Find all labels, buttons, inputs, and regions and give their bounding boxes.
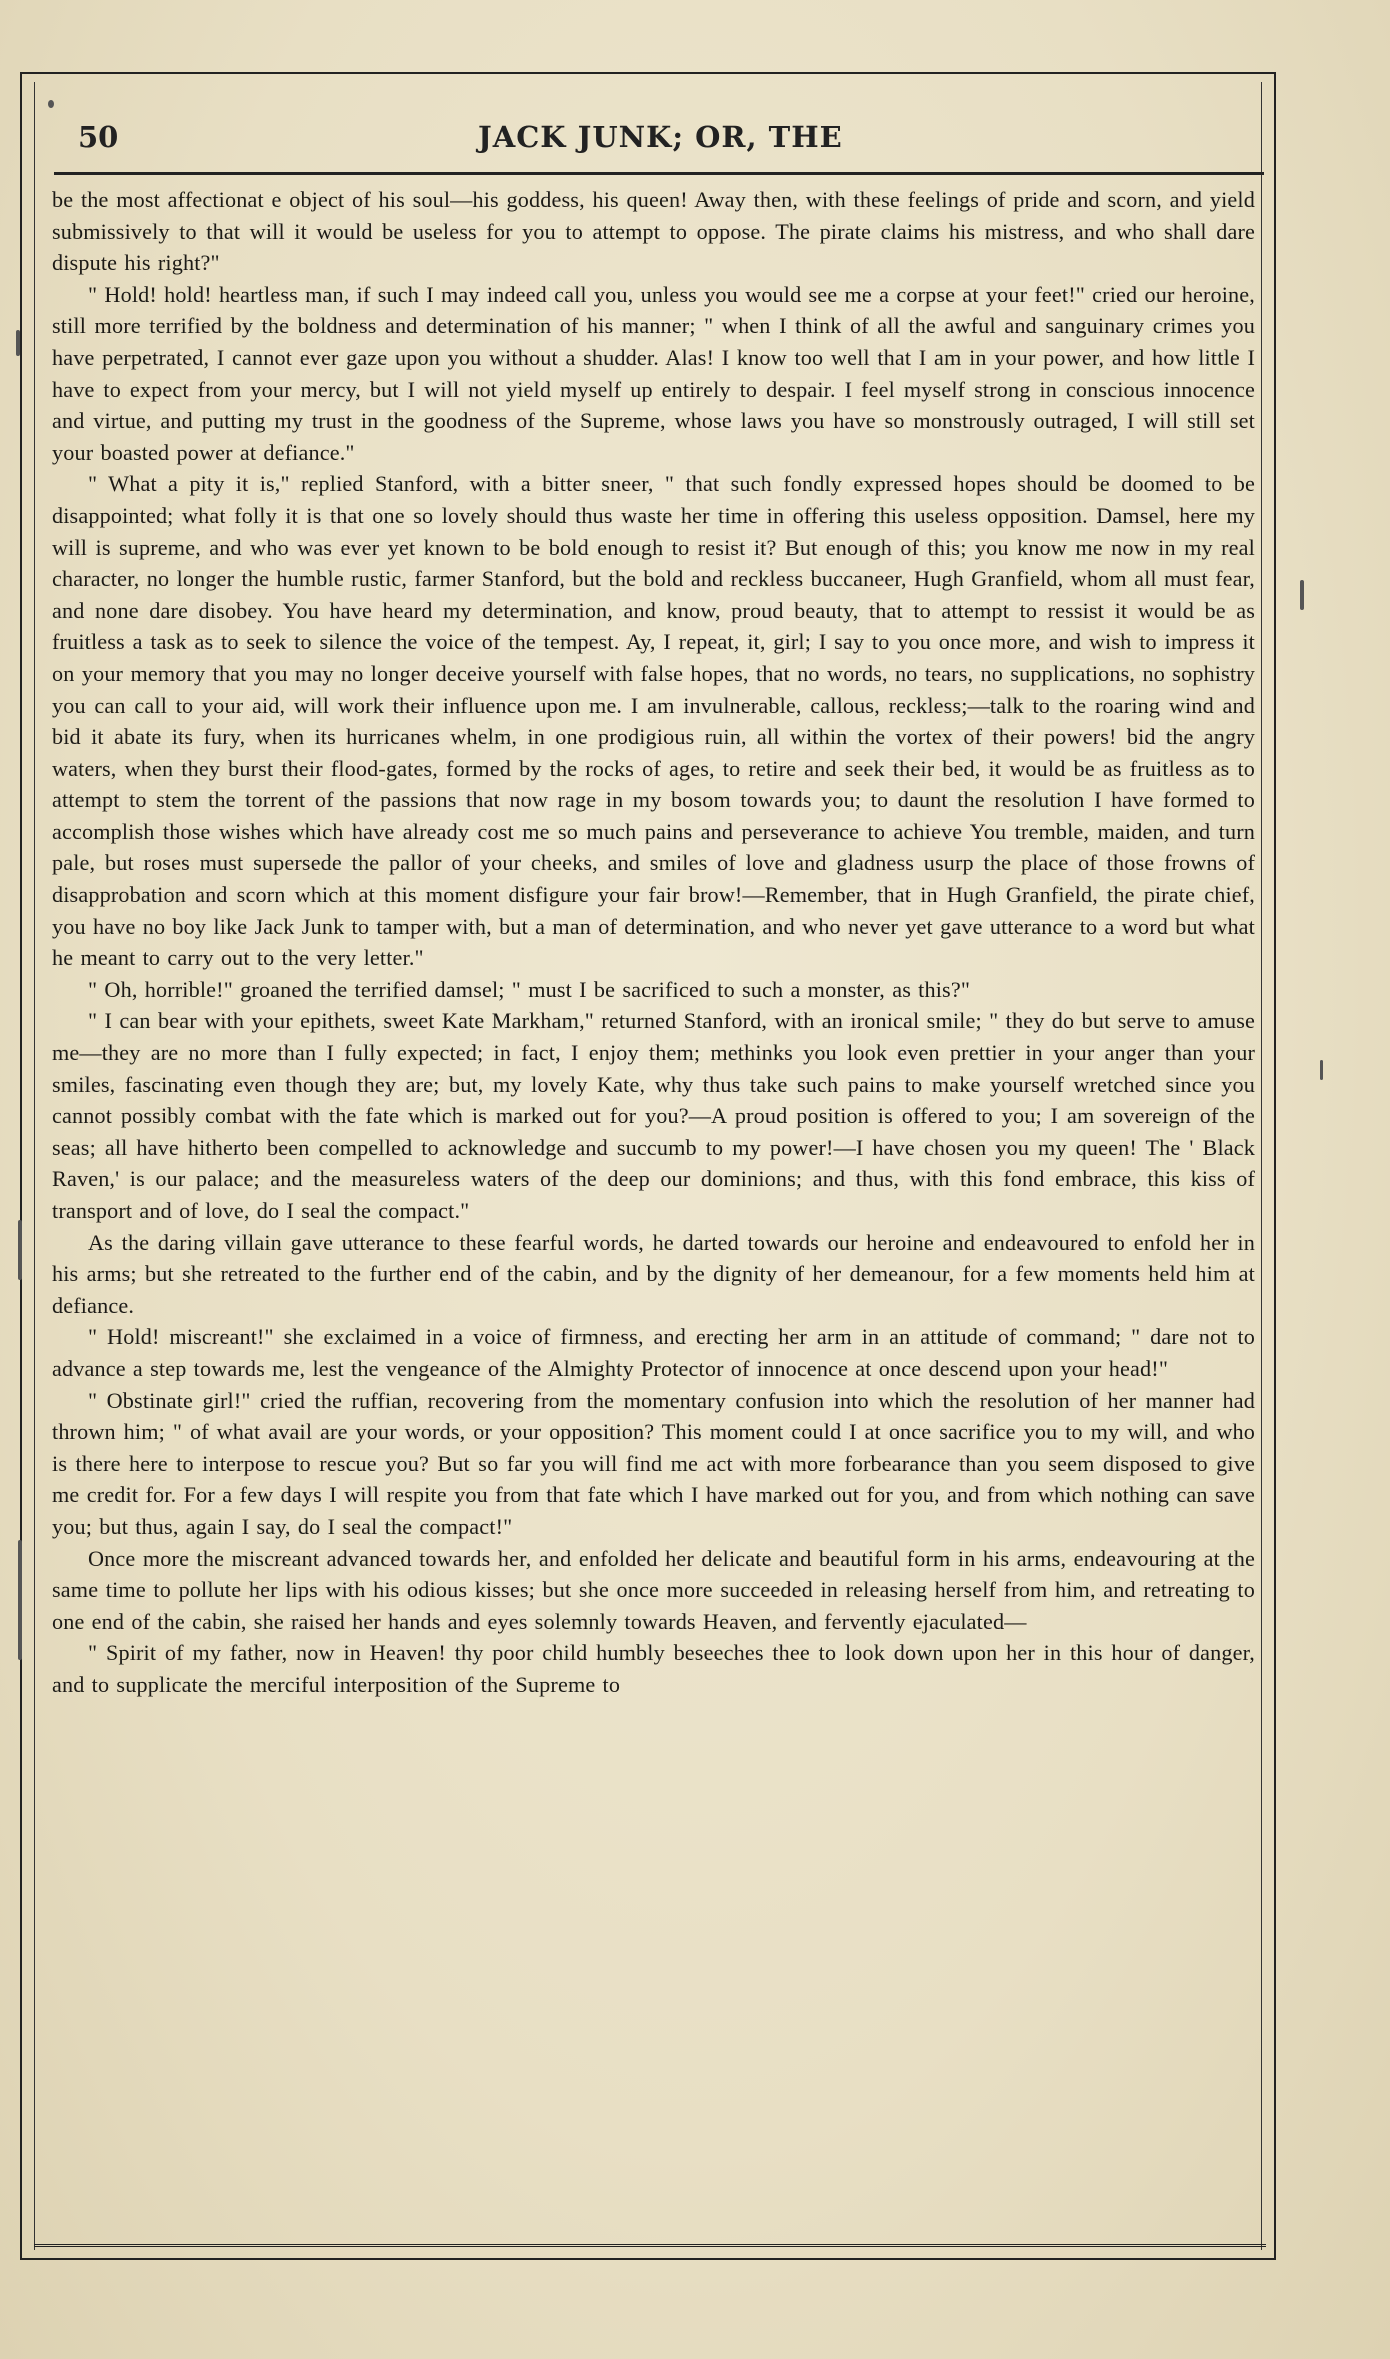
header-rule (54, 172, 1264, 175)
ink-speck (48, 100, 54, 108)
paragraph: " Obstinate girl!" cried the ruffian, recovering from the momentary confusion into which the resolution of her manner had thrown him; " of what avail are your words, or your opposition? This moment could I at once sacrifice you to my will, and who is there here to interpose to rescue you? But so far you will find me act with more forbearance than you seem disposed to give me credit for. For a few days I will respite you from that fate which I have marked out for you, and from which nothing can save you; but thus, again I say, do I seal the compact!" (52, 1387, 1255, 1539)
paragraph: " Hold! miscreant!" she exclaimed in a voice of firmness, and erecting her arm in an attitude of command; " dare not to advance a step towards me, lest the vengeance of the Almighty Protector of innocence at once descend upon your head!" (52, 1324, 1255, 1381)
paragraph: As the daring villain gave utterance to these fearful words, he darted towards our heroine and endeavoured to enfold her in his arms; but she retreated to the further end of the cabin, and by the dignity of her demeanour, for a few moments held him at defiance. (52, 1229, 1255, 1318)
ink-speck (18, 1540, 22, 1660)
bottom-rule (34, 2244, 1266, 2247)
paragraph: Once more the miscreant advanced towards her, and enfolded her delicate and beautiful form in his arms, endeavouring at the same time to pollute her lips with his odious kisses; but she once more succeeded in releasing herself from him, and retreating to one end of the cabin, she raised her hands and eyes solemnly towards Heaven, and fervently ejaculated— (52, 1545, 1255, 1634)
ink-speck (1300, 580, 1304, 610)
page-number: 50 (78, 120, 119, 154)
paragraph: " Hold! hold! heartless man, if such I may indeed call you, unless you would see me a corpse at your feet!" cried our heroine, still more terrified by the boldness and determination of his manner; " when I think of all the awful and sanguinary crimes you have perpetrated, I cannot ever gaze upon you without a shudder. Alas! I know too well that I am in your power, and how little I have to expect from your mercy, but I will not yield myself up entirely to despair. I feel myself strong in conscious innocence and virtue, and putting my trust in the goodness of the Supreme, whose laws you have so monstrously outraged, I will still set your boasted power at defiance." (52, 281, 1255, 465)
paragraph: " Oh, horrible!" groaned the terrified damsel; " must I be sacrificed to such a monster, as this?" (88, 976, 971, 1002)
ink-speck (18, 1220, 22, 1280)
paragraph: " Spirit of my father, now in Heaven! thy poor child humbly beseeches thee to look down upon her in this hour of danger, and to supplicate the merciful interposition of the Supreme to (52, 1640, 1255, 1697)
paragraph: be the most affectionat e object of his soul—his goddess, his queen! Away then, with these feelings of pride and scorn, and yield submissively to that will it would be useless for you to attempt to oppose. The pirate claims his mistress, and who shall dare dispute his right?" (52, 187, 1255, 276)
page-header (58, 120, 1258, 160)
running-title: JACK JUNK; OR, THE (478, 120, 843, 154)
ink-speck (16, 330, 20, 356)
paragraph: " I can bear with your epithets, sweet Kate Markham," returned Stanford, with an ironical smile; " they do but serve to amuse me—they are no more than I fully expected; in fact, I enjoy them; methinks you look even prettier in your anger than your smiles, fascinating even though they are; but, my lovely Kate, why thus take such pains to make yourself wretched since you cannot possibly combat with the fate which is marked out for you?—A proud position is offered to you; I am sovereign of the seas; all have hitherto been compelled to acknowledge and succumb to my power!—I have chosen you my queen! The ' Black Raven,' is our palace; and the measureless waters of the deep our dominions; and thus, with this fond embrace, this kiss of transport and of love, do I seal the compact." (52, 1008, 1255, 1223)
body-text (52, 184, 1255, 1701)
paragraph: " What a pity it is," replied Stanford, with a bitter sneer, " that such fondly expressed hopes should be doomed to be disappointed; what folly it is that one so lovely should thus waste her time in offering this useless opposition. Damsel, here my will is supreme, and who was ever yet known to be bold enough to resist it? But enough of this; you know me now in my real character, no longer the humble rustic, farmer Stanford, but the bold and reckless buccaneer, Hugh Granfield, whom all must fear, and none dare disobey. You have heard my determination, and know, proud beauty, that to attempt to ressist it would be as fruitless a task as to seek to silence the voice of the tempest. Ay, I repeat, it, girl; I say to you once more, and wish to impress it on your memory that you may no longer deceive yourself with false hopes, that no words, no tears, no supplications, no sophistry you can call to your aid, will work their influence upon me. I am invulnerable, callous, reckless;—talk to the roaring wind and bid it abate its fury, when its hurricanes whelm, in one prodigious ruin, all within the vortex of their powers! bid the angry waters, when they burst their flood-gates, formed by the rocks of ages, to retire and seek their bed, it would be as fruitless as to attempt to stem the torrent of the passions that now rage in my bosom towards you; to daunt the resolution I have formed to accomplish those wishes which have already cost me so much pains and perseverance to achieve You tremble, maiden, and turn pale, but roses must supersede the pallor of your cheeks, and smiles of love and gladness usurp the place of those frowns of disapprobation and scorn which at this moment disfigure your fair brow!—Remember, that in Hugh Granfield, the pirate chief, you have no boy like Jack Junk to tamper with, but a man of determination, and who never yet gave utterance to a word but what he meant to carry out to the very letter." (52, 471, 1255, 971)
ink-speck (1320, 1060, 1323, 1080)
